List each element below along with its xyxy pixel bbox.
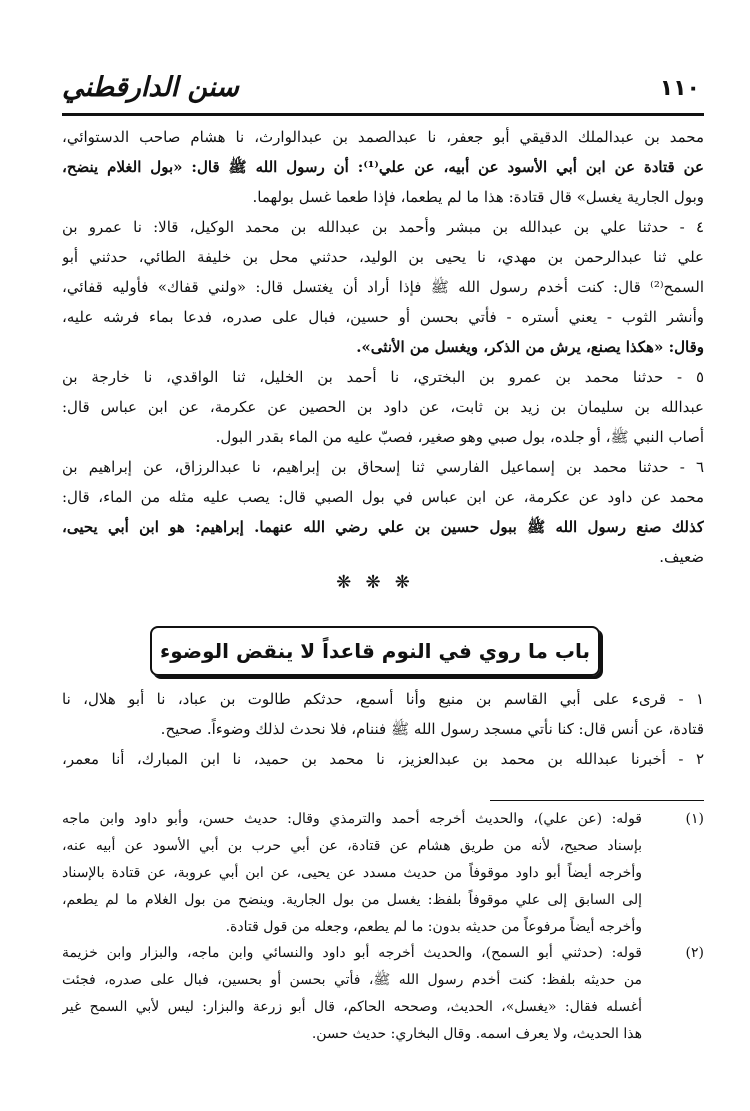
book-title: سنن الدارقطني: [62, 72, 239, 103]
chapter-heading-box: [150, 626, 600, 676]
chapter-hadith-1-line: ١ - قرىء على أبي القاسم بن منيع وأنا أسمع، حدثكم طالوت بن عباد، نا أبو هلال، نا: [62, 690, 704, 708]
footnote-line: وأخرجه أيضاً أبو داود موقوفاً من حديث مسدد عن يحيى، عن ابن أبي عروبة، عن قتادة بالإسناد: [62, 865, 642, 881]
footnote-1-marker: (١): [685, 811, 704, 827]
footnote-line: وأخرجه أيضاً مرفوعاً من حديثه بدون: ما لم يطعم، وجعله من قول قتادة.: [225, 919, 642, 935]
text-line: ضعيف.: [659, 548, 704, 566]
text-line: محمد عن داود عن عكرمة، عن ابن عباس في بول الصبي قال: يصب عليه مثله من الماء، قال:: [62, 488, 704, 506]
footnote-line: أغسله فقال: «يغسل»، الحديث، وصححه الحاكم، قال أبو زرعة والبزار: ليس لأبي السمح غير: [62, 999, 642, 1015]
text-line: محمد بن عبدالملك الدقيقي أبو جعفر، نا عبدالصمد بن عبدالوارث، نا هشام صاحب الدستوائي،: [62, 128, 704, 146]
text-line: كذلك صنع رسول الله ﷺ ببول حسين بن علي رضي الله عنهما. إبراهيم: هو ابن أبي يحيى،: [62, 518, 704, 536]
header-rule: [62, 113, 704, 116]
footnote-line: إلى السابق إلى علي موقوفاً بلفظ: يغسل من بول الجارية. وينضح من بول الغلام ما لم يطعم،: [62, 892, 642, 908]
footnote-line: من حديثه بلفظ: كنت أخدم رسول الله ﷺ، فأتي بحسن أو بحسين، فبال على صدره، فجئت: [62, 972, 642, 988]
text-line: قتادة، عن أنس قال: كنا نأتي مسجد رسول الله ﷺ فننام، فلا نحدث لذلك وضوءاً. صحيح.: [160, 720, 704, 738]
text-line: وبول الجارية يغسل» قال قتادة: هذا ما لم يطعما، فإذا طعما غسل بولهما.: [252, 188, 704, 206]
footnote-line: بإسناد صحيح، لأنه من طريق هشام عن قتادة، عن أبي حرب بن أبي الأسود عن أبيه عنه،: [62, 838, 642, 854]
footnote-line: قوله: (حدثني أبو السمح)، والحديث أخرجه أبو داود والنسائي وابن ماجه، والبزار وابن خزيمة: [62, 945, 642, 961]
text-line: وأنشر الثوب - يعني أستره - فأتي بحسن أو حسين، فبال على صدره، فدعا بماء فرشه عليه،: [62, 308, 704, 326]
footnote-2-marker: (٢): [685, 945, 704, 961]
section-divider: ❋ ❋ ❋: [336, 572, 414, 593]
footnote-line: هذا الحديث، ولا يعرف اسمه. وقال البخاري: حديث حسن.: [311, 1026, 642, 1042]
text-line: السمح⁽²⁾ قال: كنت أخدم رسول الله ﷺ فإذا أراد أن يغتسل قال: «ولني قفاك» فأوليه قفائي،: [62, 278, 704, 296]
hadith-5-line: ٥ - حدثنا محمد بن عمرو بن البختري، نا أحمد بن الخليل، ثنا الواقدي، نا خارجة بن: [62, 368, 704, 386]
text-line: عن قتادة عن ابن أبي الأسود عن أبيه، عن علي⁽¹⁾: أن رسول الله ﷺ قال: «بول الغلام ينضح،: [62, 158, 704, 176]
page-number: ١١٠: [659, 76, 700, 101]
text-line: وقال: «هكذا يصنع، يرش من الذكر، ويغسل من الأنثى».: [356, 338, 704, 356]
text-line: عبدالله بن سليمان بن زيد بن ثابت، عن داود بن الحصين عن عكرمة، عن ابن عباس قال:: [62, 398, 704, 416]
footnote-line: قوله: (عن علي)، والحديث أخرجه أحمد والترمذي وقال: حديث حسن، وأبو داود وابن ماجه: [62, 811, 642, 827]
hadith-4-line: ٤ - حدثنا علي بن عبدالله بن مبشر وأحمد بن عبدالله بن محمد الوكيل، قالا: نا عمرو بن: [62, 218, 704, 236]
footnote-rule: [490, 800, 704, 801]
chapter-title: باب ما روي في النوم قاعداً لا ينقض الوضوء: [160, 639, 590, 663]
hadith-6-line: ٦ - حدثنا محمد بن إسماعيل الفارسي ثنا إسحاق بن إبراهيم، نا عبدالرزاق، عن إبراهيم بن: [62, 458, 704, 476]
chapter-hadith-2-line: ٢ - أخبرنا عبدالله بن محمد بن عبدالعزيز، نا محمد بن حميد، نا ابن المبارك، أنا معمر،: [62, 750, 704, 768]
text-line: أصاب النبي ﷺ، أو جلده، بول صبي وهو صغير، فصبّ عليه من الماء بقدر البول.: [215, 428, 704, 446]
text-line: علي ثنا عبدالرحمن بن مهدي، نا يحيى بن الوليد، حدثني محل بن خليفة الطائي، حدثني أبو: [62, 248, 704, 266]
